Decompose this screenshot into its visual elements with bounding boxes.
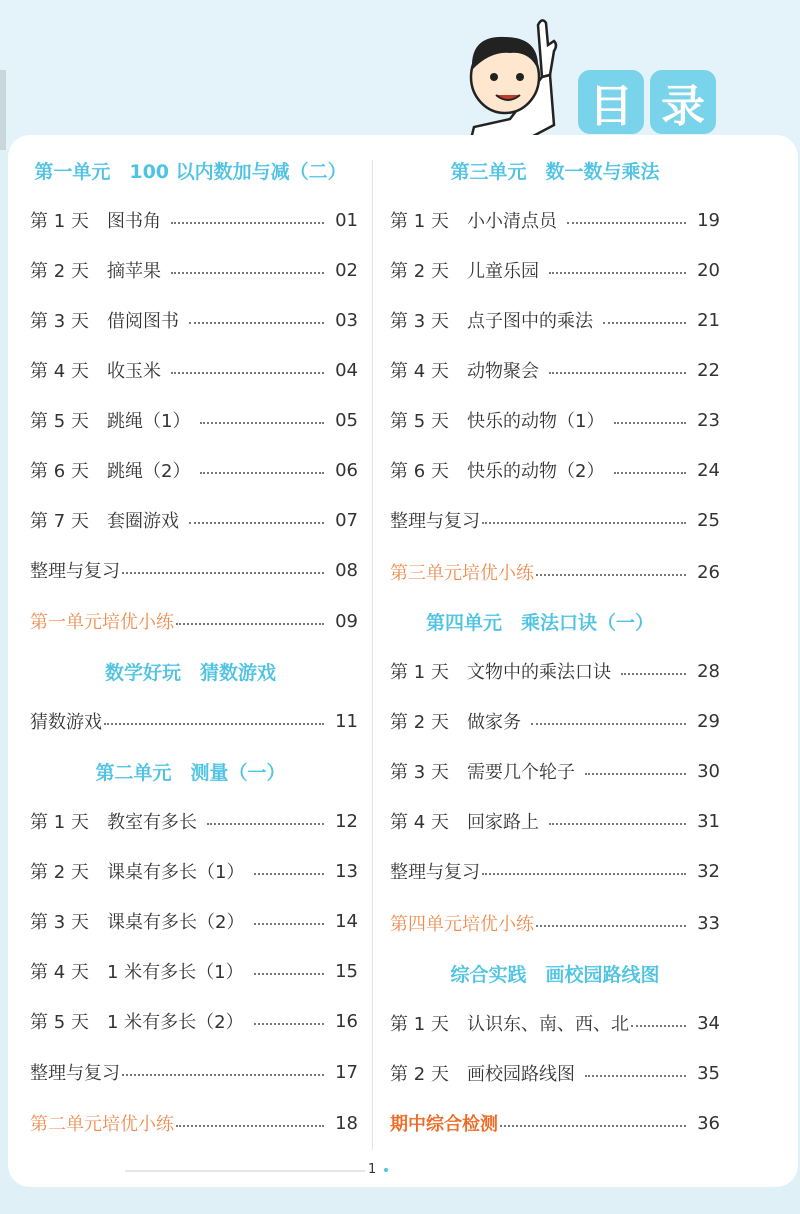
footer-dot-icon <box>384 1168 388 1172</box>
entry-page: 08 <box>335 559 358 581</box>
entry-day: 第 3 天 <box>30 912 89 933</box>
title-char-2: 录 <box>650 70 716 134</box>
entry-page: 26 <box>697 561 720 583</box>
entry-page: 19 <box>697 209 720 231</box>
entry-day: 第 7 天 <box>30 511 89 532</box>
entry-title: 套圈游戏 <box>107 511 179 532</box>
dot-leader <box>176 1125 324 1127</box>
entry-page: 06 <box>335 459 358 481</box>
entry-title: 跳绳（2） <box>107 461 191 482</box>
dot-leader <box>122 572 324 574</box>
toc-entry-unit1-day3[interactable] <box>30 305 358 335</box>
toc-entry-unit2-day3[interactable] <box>30 906 358 936</box>
dot-leader <box>122 1074 324 1076</box>
entry-day: 第 6 天 <box>390 461 449 482</box>
fun-heading: 数学好玩 猜数游戏 <box>104 661 276 684</box>
entry-day: 第 1 天 <box>30 211 89 232</box>
entry-page: 16 <box>335 1010 358 1032</box>
toc-entry-unit4-day3[interactable] <box>390 756 720 786</box>
entry-title: 整理与复习 <box>390 862 480 883</box>
entry-title: 第四单元培优小练 <box>390 914 534 935</box>
toc-entry-unit1-day7[interactable] <box>30 505 358 535</box>
entry-title: 课桌有多长（2） <box>107 912 245 933</box>
entry-day: 第 2 天 <box>390 712 449 733</box>
entry-page: 35 <box>697 1062 720 1084</box>
entry-page: 14 <box>335 910 358 932</box>
footer-rule <box>125 1170 365 1172</box>
toc-entry-unit4-review[interactable] <box>390 856 720 886</box>
dot-leader <box>631 1025 686 1027</box>
entry-title: 猜数游戏 <box>30 712 102 733</box>
entry-page: 02 <box>335 259 358 281</box>
entry-day: 第 6 天 <box>30 461 89 482</box>
dot-leader <box>621 673 686 675</box>
entry-page: 20 <box>697 259 720 281</box>
unit1-heading: 第一单元 100 以内数加与减（二） <box>34 160 347 183</box>
entry-page: 30 <box>697 760 720 782</box>
toc-entry-unit1-practice[interactable] <box>30 606 358 636</box>
entry-page: 07 <box>335 509 358 531</box>
entry-title: 教室有多长 <box>107 812 197 833</box>
dot-leader <box>585 1075 686 1077</box>
entry-title: 整理与复习 <box>390 511 480 532</box>
toc-entry-fun[interactable] <box>30 706 358 736</box>
entry-page: 15 <box>335 960 358 982</box>
toc-entry-unit4-practice[interactable] <box>390 908 720 938</box>
boy-mascot-icon <box>450 15 570 145</box>
dot-leader <box>536 574 686 576</box>
entry-title: 快乐的动物（1） <box>467 411 605 432</box>
entry-day: 第 4 天 <box>30 962 89 983</box>
toc-entry-practice-day1[interactable] <box>390 1008 720 1038</box>
unit4-heading: 第四单元 乘法口诀（一） <box>425 611 654 634</box>
dot-leader <box>549 272 686 274</box>
dot-leader <box>567 222 686 224</box>
toc-entry-unit2-review[interactable] <box>30 1057 358 1087</box>
toc-entry-unit4-day1[interactable] <box>390 656 720 686</box>
dot-leader <box>200 422 324 424</box>
column-divider <box>372 160 373 1150</box>
entry-day: 第 5 天 <box>390 411 449 432</box>
entry-page: 23 <box>697 409 720 431</box>
unit2-heading: 第二单元 测量（一） <box>95 761 286 784</box>
toc-entry-unit1-day4[interactable] <box>30 355 358 385</box>
toc-entry-unit2-day1[interactable] <box>30 806 358 836</box>
entry-page: 33 <box>697 912 720 934</box>
dot-leader <box>536 925 686 927</box>
dot-leader <box>176 623 324 625</box>
entry-title: 第一单元培优小练 <box>30 612 174 633</box>
entry-title: 课桌有多长（1） <box>107 862 245 883</box>
toc-entry-unit3-day5[interactable] <box>390 405 720 435</box>
dot-leader <box>482 873 686 875</box>
dot-leader <box>189 522 324 524</box>
entry-title: 认识东、南、西、北 <box>467 1014 629 1035</box>
toc-entry-unit1-day5[interactable] <box>30 405 358 435</box>
dot-leader <box>254 973 324 975</box>
entry-title: 收玉米 <box>107 361 161 382</box>
dot-leader <box>207 823 324 825</box>
dot-leader <box>254 1023 324 1025</box>
entry-title: 快乐的动物（2） <box>467 461 605 482</box>
toc-entry-unit1-day6[interactable] <box>30 455 358 485</box>
entry-day: 第 2 天 <box>30 862 89 883</box>
entry-page: 21 <box>697 309 720 331</box>
entry-title: 文物中的乘法口诀 <box>467 662 611 683</box>
entry-page: 04 <box>335 359 358 381</box>
toc-entry-unit3-day3[interactable] <box>390 305 720 335</box>
entry-day: 第 3 天 <box>30 311 89 332</box>
entry-title: 整理与复习 <box>30 561 120 582</box>
entry-page: 25 <box>697 509 720 531</box>
entry-title: 摘苹果 <box>107 261 161 282</box>
entry-title: 儿童乐园 <box>467 261 539 282</box>
entry-page: 03 <box>335 309 358 331</box>
entry-title: 1 米有多长（2） <box>107 1012 244 1033</box>
toc-entry-unit1-review[interactable] <box>30 555 358 585</box>
entry-title: 期中综合检测 <box>390 1114 498 1135</box>
entry-title: 回家路上 <box>467 812 539 833</box>
entry-page: 11 <box>335 710 358 732</box>
toc-entry-unit3-review[interactable] <box>390 505 720 535</box>
entry-page: 36 <box>697 1112 720 1134</box>
entry-title: 跳绳（1） <box>107 411 191 432</box>
entry-title: 第三单元培优小练 <box>390 563 534 584</box>
entry-title: 整理与复习 <box>30 1063 120 1084</box>
entry-day: 第 2 天 <box>30 261 89 282</box>
entry-title: 借阅图书 <box>107 311 179 332</box>
dot-leader <box>171 272 324 274</box>
toc-entry-unit1-day1[interactable] <box>30 205 358 235</box>
dot-leader <box>482 522 686 524</box>
entry-title: 画校园路线图 <box>467 1064 575 1085</box>
dot-leader <box>603 322 686 324</box>
dot-leader <box>549 823 686 825</box>
dot-leader <box>254 923 324 925</box>
entry-title: 做家务 <box>467 712 521 733</box>
entry-page: 34 <box>697 1012 720 1034</box>
entry-title: 点子图中的乘法 <box>467 311 593 332</box>
practice-unit-heading: 综合实践 画校园路线图 <box>450 963 660 986</box>
entry-day: 第 4 天 <box>30 361 89 382</box>
dot-leader <box>500 1125 686 1127</box>
toc-entry-unit4-day4[interactable] <box>390 806 720 836</box>
entry-page: 22 <box>697 359 720 381</box>
entry-title: 图书角 <box>107 211 161 232</box>
dot-leader <box>585 773 686 775</box>
entry-page: 32 <box>697 860 720 882</box>
dot-leader <box>200 472 324 474</box>
toc-entry-unit2-day5[interactable] <box>30 1006 358 1036</box>
toc-entry-unit3-day6[interactable] <box>390 455 720 485</box>
entry-page: 31 <box>697 810 720 832</box>
toc-entry-unit2-practice[interactable] <box>30 1108 358 1138</box>
entry-day: 第 5 天 <box>30 411 89 432</box>
toc-title <box>578 70 716 134</box>
entry-day: 第 1 天 <box>30 812 89 833</box>
dot-leader <box>614 422 686 424</box>
entry-day: 第 2 天 <box>390 261 449 282</box>
toc-entry-unit1-day2[interactable] <box>30 255 358 285</box>
entry-page: 01 <box>335 209 358 231</box>
page-number: 1 <box>368 1162 377 1177</box>
toc-entry-unit3-day4[interactable] <box>390 355 720 385</box>
dot-leader <box>171 372 324 374</box>
entry-page: 12 <box>335 810 358 832</box>
dot-leader <box>171 222 324 224</box>
entry-page: 05 <box>335 409 358 431</box>
entry-day: 第 4 天 <box>390 812 449 833</box>
entry-page: 09 <box>335 610 358 632</box>
toc-entry-practice-day2[interactable] <box>390 1058 720 1088</box>
page-edge <box>0 70 6 150</box>
entry-title: 小小清点员 <box>467 211 557 232</box>
dot-leader <box>614 472 686 474</box>
toc-entry-unit3-practice[interactable] <box>390 557 720 587</box>
entry-title: 第二单元培优小练 <box>30 1114 174 1135</box>
entry-day: 第 3 天 <box>390 762 449 783</box>
entry-day: 第 4 天 <box>390 361 449 382</box>
toc-entry-unit2-day2[interactable] <box>30 856 358 886</box>
entry-title: 1 米有多长（1） <box>107 962 244 983</box>
entry-page: 18 <box>335 1112 358 1134</box>
toc-entry-unit2-day4[interactable] <box>30 956 358 986</box>
entry-day: 第 1 天 <box>390 211 449 232</box>
entry-page: 24 <box>697 459 720 481</box>
entry-day: 第 1 天 <box>390 1014 449 1035</box>
dot-leader <box>254 873 324 875</box>
entry-title: 动物聚会 <box>467 361 539 382</box>
entry-day: 第 1 天 <box>390 662 449 683</box>
unit3-heading: 第三单元 数一数与乘法 <box>450 160 660 183</box>
entry-title: 需要几个轮子 <box>467 762 575 783</box>
entry-day: 第 2 天 <box>390 1064 449 1085</box>
entry-page: 28 <box>697 660 720 682</box>
entry-page: 17 <box>335 1061 358 1083</box>
toc-entry-midterm[interactable] <box>390 1108 720 1138</box>
entry-day: 第 5 天 <box>30 1012 89 1033</box>
dot-leader <box>531 723 686 725</box>
dot-leader <box>104 723 324 725</box>
title-char-1: 目 <box>578 70 644 134</box>
dot-leader <box>189 322 324 324</box>
entry-day: 第 3 天 <box>390 311 449 332</box>
toc-entry-unit4-day2[interactable] <box>390 706 720 736</box>
toc-entry-unit3-day2[interactable] <box>390 255 720 285</box>
toc-entry-unit3-day1[interactable] <box>390 205 720 235</box>
entry-page: 29 <box>697 710 720 732</box>
dot-leader <box>549 372 686 374</box>
entry-page: 13 <box>335 860 358 882</box>
